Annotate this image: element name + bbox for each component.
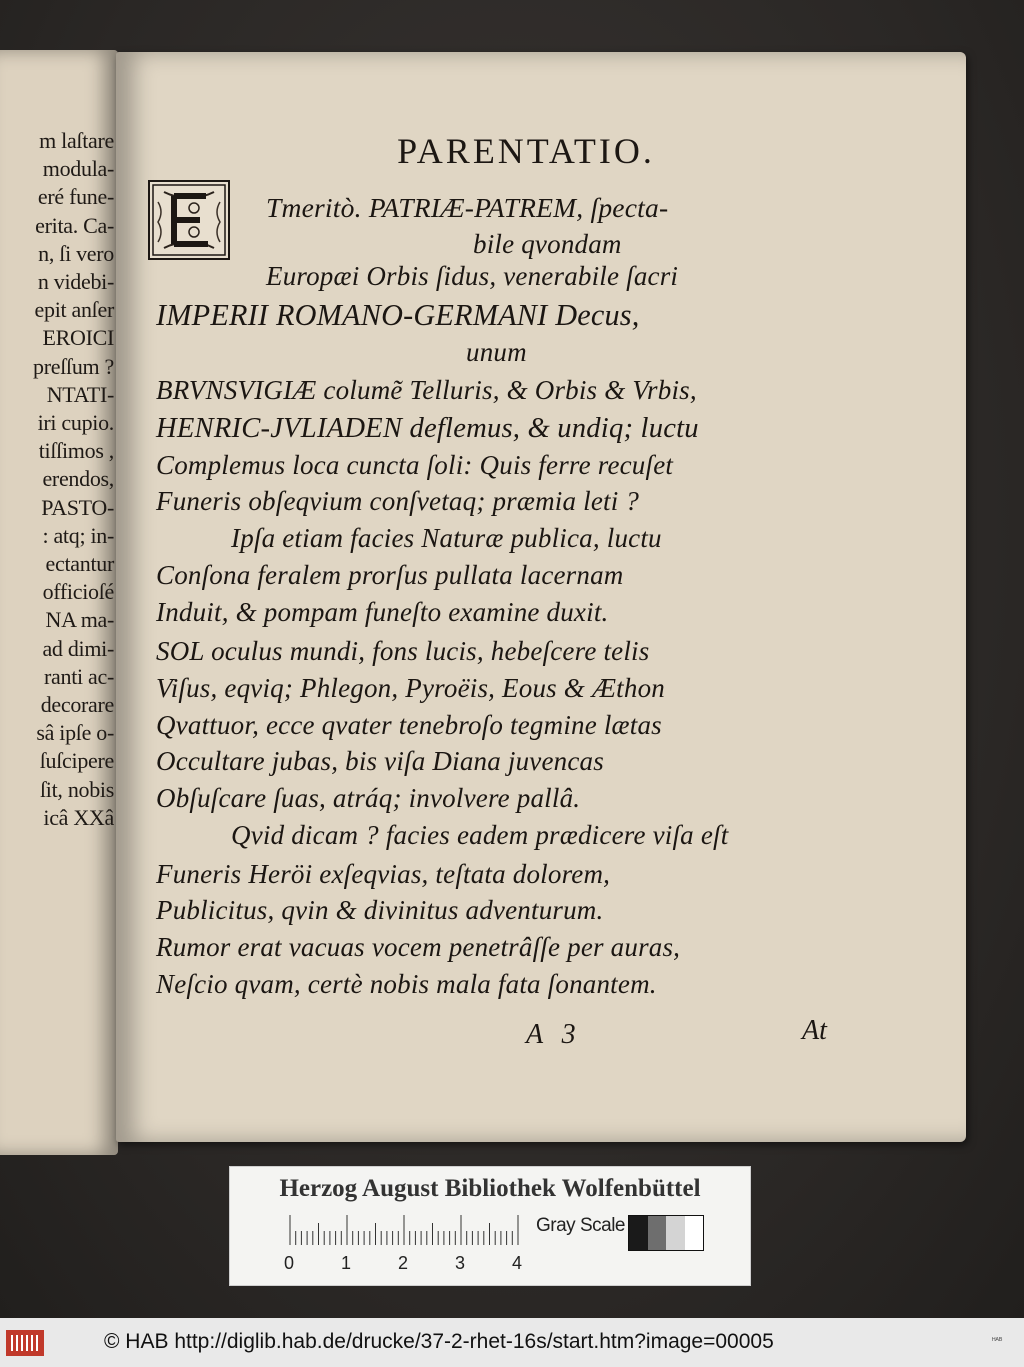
left-page-line: modula- <box>42 156 114 182</box>
library-color-card <box>229 1166 751 1286</box>
grayscale-label: Gray Scale <box>536 1215 625 1236</box>
left-page-line: EROICI <box>42 325 114 351</box>
page-title: PARENTATIO. <box>397 131 655 171</box>
left-page-line: officioſé <box>42 579 114 605</box>
verse-line: Funeris obſeqvium conſvetaq; præmia leti ? <box>156 486 640 516</box>
left-page-line: NTATI- <box>46 381 114 407</box>
left-page-line: eré fune- <box>37 184 114 210</box>
left-page-line: ectantur <box>45 551 114 576</box>
left-page-line: erendos, <box>42 466 114 492</box>
left-page-line: decorare <box>40 692 114 717</box>
signature-mark: A 3 <box>526 1019 582 1050</box>
verse-line: Neſcio qvam, certè nobis mala fata ſonantem. <box>156 969 657 999</box>
left-page-line: ranti ac- <box>44 663 114 689</box>
left-page-line: n videbi- <box>37 269 114 294</box>
decorated-initial-e <box>148 180 230 260</box>
verse-line: Viſus, eqviq; Phlegon, Pyroëis, Eous & Æthon <box>156 673 665 703</box>
left-page-line: preſſum ? <box>33 353 114 379</box>
verse-line: unum <box>466 337 527 367</box>
verse-line: Ipſa etiam facies Naturæ publica, luctu <box>231 523 662 553</box>
grayscale-bar <box>628 1215 704 1251</box>
verse-line: BRVNSVIGIÆ columẽ Telluris, & Orbis & Vrbis, <box>156 375 697 405</box>
left-page-line: n, ſi vero <box>38 240 114 266</box>
left-page-line: m laſtare <box>39 128 114 153</box>
ruler-number: 0 <box>284 1253 295 1273</box>
ruler-number: 2 <box>398 1253 409 1273</box>
catchword: At <box>802 1015 827 1046</box>
verse-line: bile qvondam <box>473 229 622 259</box>
verse-line: Rumor erat vacuas vocem penetrâſſe per auras, <box>156 932 681 962</box>
footer-bar <box>0 1318 1024 1367</box>
verse-line: Funeris Heröi exſeqvias, teſtata dolorem, <box>156 859 611 889</box>
verse-line: Occultare jubas, bis viſa Diana juvencas <box>156 746 604 776</box>
verse-line: Complemus loca cuncta ſoli: Quis ferre recuſet <box>156 450 674 480</box>
grayscale-swatch <box>648 1216 667 1250</box>
left-page-line: iri cupio. <box>37 410 114 435</box>
verse-line: Europæi Orbis ſidus, venerabile ſacri <box>266 261 679 291</box>
left-page-line: sâ ipſe o- <box>36 720 114 746</box>
ruler-number: 3 <box>455 1253 466 1273</box>
ruler-number: 1 <box>341 1253 352 1273</box>
verse-line: Conſona feralem prorſus pullata lacernam <box>156 560 624 590</box>
verse-line: Obſuſcare ſuas, atráq; involvere pallâ. <box>156 783 581 813</box>
left-page-line: : atq; in- <box>42 522 114 548</box>
grayscale-swatch <box>685 1216 704 1250</box>
grayscale-swatch <box>629 1216 648 1250</box>
left-page-line: PASTO- <box>41 494 114 520</box>
left-page-line: epit anſer <box>34 297 114 323</box>
verse-line: Publicitus, qvin & divinitus adventurum. <box>156 895 604 925</box>
verse-line: Tmeritò. PATRIÆ-PATREM, ſpecta- <box>266 192 669 223</box>
verse-line: Qvattuor, ecce qvater tenebroſo tegmine lætas <box>156 710 662 740</box>
left-page-line: ſit, nobis <box>39 776 114 802</box>
left-facing-page <box>0 50 118 1155</box>
copyright-url[interactable]: © HAB http://diglib.hab.de/drucke/37-2-rhet-16s/start.htm?image=00005 <box>104 1330 774 1353</box>
verse-line: IMPERII ROMANO-GERMANI Decus, <box>156 298 640 332</box>
right-page <box>116 52 966 1142</box>
left-page-line: NA ma- <box>45 607 114 633</box>
scale-ruler <box>288 1215 528 1245</box>
hab-logo-icon <box>6 1330 44 1356</box>
verse-line: SOL oculus mundi, fons lucis, hebeſcere telis <box>156 636 650 666</box>
verse-line: Induit, & pompam funeſto examine duxit. <box>156 597 609 627</box>
ruler-number: 4 <box>512 1253 523 1273</box>
grayscale-swatch <box>666 1216 685 1250</box>
left-page-line: ſuſcipere <box>39 748 114 774</box>
verse-line: Qvid dicam ? facies eadem prædicere viſa eſt <box>231 820 729 850</box>
left-page-line: tiſſimos , <box>38 438 114 464</box>
library-name: Herzog August Bibliothek Wolfenbüttel <box>279 1175 701 1202</box>
left-page-line: icâ XXâ <box>43 804 114 830</box>
footer-mark: ᴴᴬᴮ <box>992 1336 1003 1345</box>
left-page-line: ad dimi- <box>42 635 114 661</box>
verse-line: HENRIC-JVLIADEN deflemus, & undiq; luctu <box>156 412 699 444</box>
left-page-line: erita. Ca- <box>35 212 114 238</box>
